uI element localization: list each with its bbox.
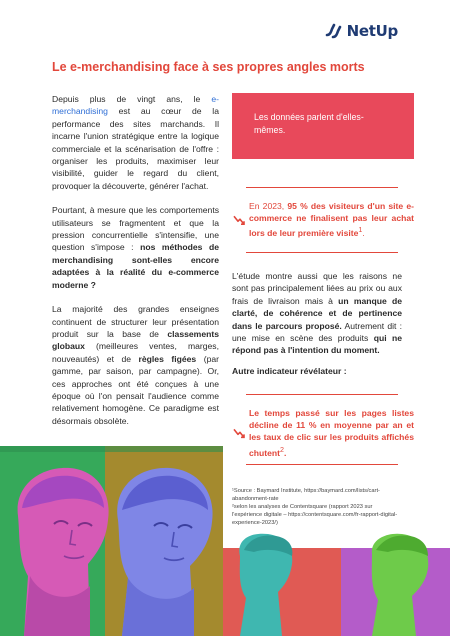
stat-text: Le temps passé sur les pages listes décline de 11 % en moyenne par an et les taux de clic sur les produits affichés chutent$^2$. xyxy=(249,408,414,458)
callout-text: Les données parlent d'elles-mêmes. xyxy=(254,112,364,135)
data-callout-box xyxy=(232,93,414,159)
e-merchandising-link[interactable]: e-merchandising xyxy=(52,94,219,117)
stat-text: En 2023, 95 % des visiteurs d'un site e-commerce ne finalisent pas leur achat lors de leur première visite$^1$. xyxy=(249,201,414,239)
divider-line xyxy=(246,394,398,395)
question-paragraph: Pourtant, à mesure que les comportements utilisateurs se fragmentent et que la pression concurrentielle s'intensifie, une question s'impose : nos méthodes de merchandising sont-elles encore adaptées à la réalité du e-commerce moderne ? xyxy=(52,205,220,290)
intro-paragraph: Depuis plus de vingt ans, le e-merchandising est au cœur de la performance des sites marchands. Il incarne l'union stratégique entre la logique commerciale et la scénarisation de l'offre : organiser les produits, maximiser leur visibilité, guider le regard du client, provoquer la découverte, générer l'achat. xyxy=(52,94,219,191)
stat-first-visit xyxy=(232,200,414,239)
brand-logo xyxy=(325,22,398,40)
left-column xyxy=(52,93,219,439)
methods-paragraph: La majorité des grandes enseignes continuent de structurer leur présentation produit sur la base de classements globaux (meilleures ventes, marges, nouveautés) et de règles figées (par gamme, par saison, par campagne). Or, ces approches ont été conçues à une époque où l'on pensait l'audience comme relativement homogène. Ce paradigme est désormais obsolète. xyxy=(52,304,220,426)
indicator-subheading: Autre indicateur révélateur : xyxy=(232,366,347,376)
divider-line xyxy=(246,252,398,253)
footnote-2: ²selon les analyses de Contentsquare (rapport 2023 sur l'expérience digitale – https://contentsquare.com/fr-rapport-digital-experience-2023/) xyxy=(232,504,398,526)
page-title: Le e-merchandising face à ses propres angles morts xyxy=(52,60,365,74)
study-paragraph: L'étude montre aussi que les raisons ne sont pas principalement liées au prix ou aux frais de livraison mais à un manque de clarté, de cohérence et de pertinence dans le parcours proposé. Autrement dit : une mise en scène des produits qui ne répond pas à l'intention du moment. xyxy=(232,271,402,356)
statue-heads-artwork xyxy=(0,446,450,636)
arrow-decline-icon xyxy=(232,201,246,239)
footnote-1: ¹Source : Baymard Institute, https://baymard.com/lists/cart-abandonment-rate xyxy=(232,488,380,502)
divider-line xyxy=(246,187,398,188)
logo-wordmark: NetUp xyxy=(346,22,398,40)
netup-logo-icon xyxy=(325,23,343,39)
